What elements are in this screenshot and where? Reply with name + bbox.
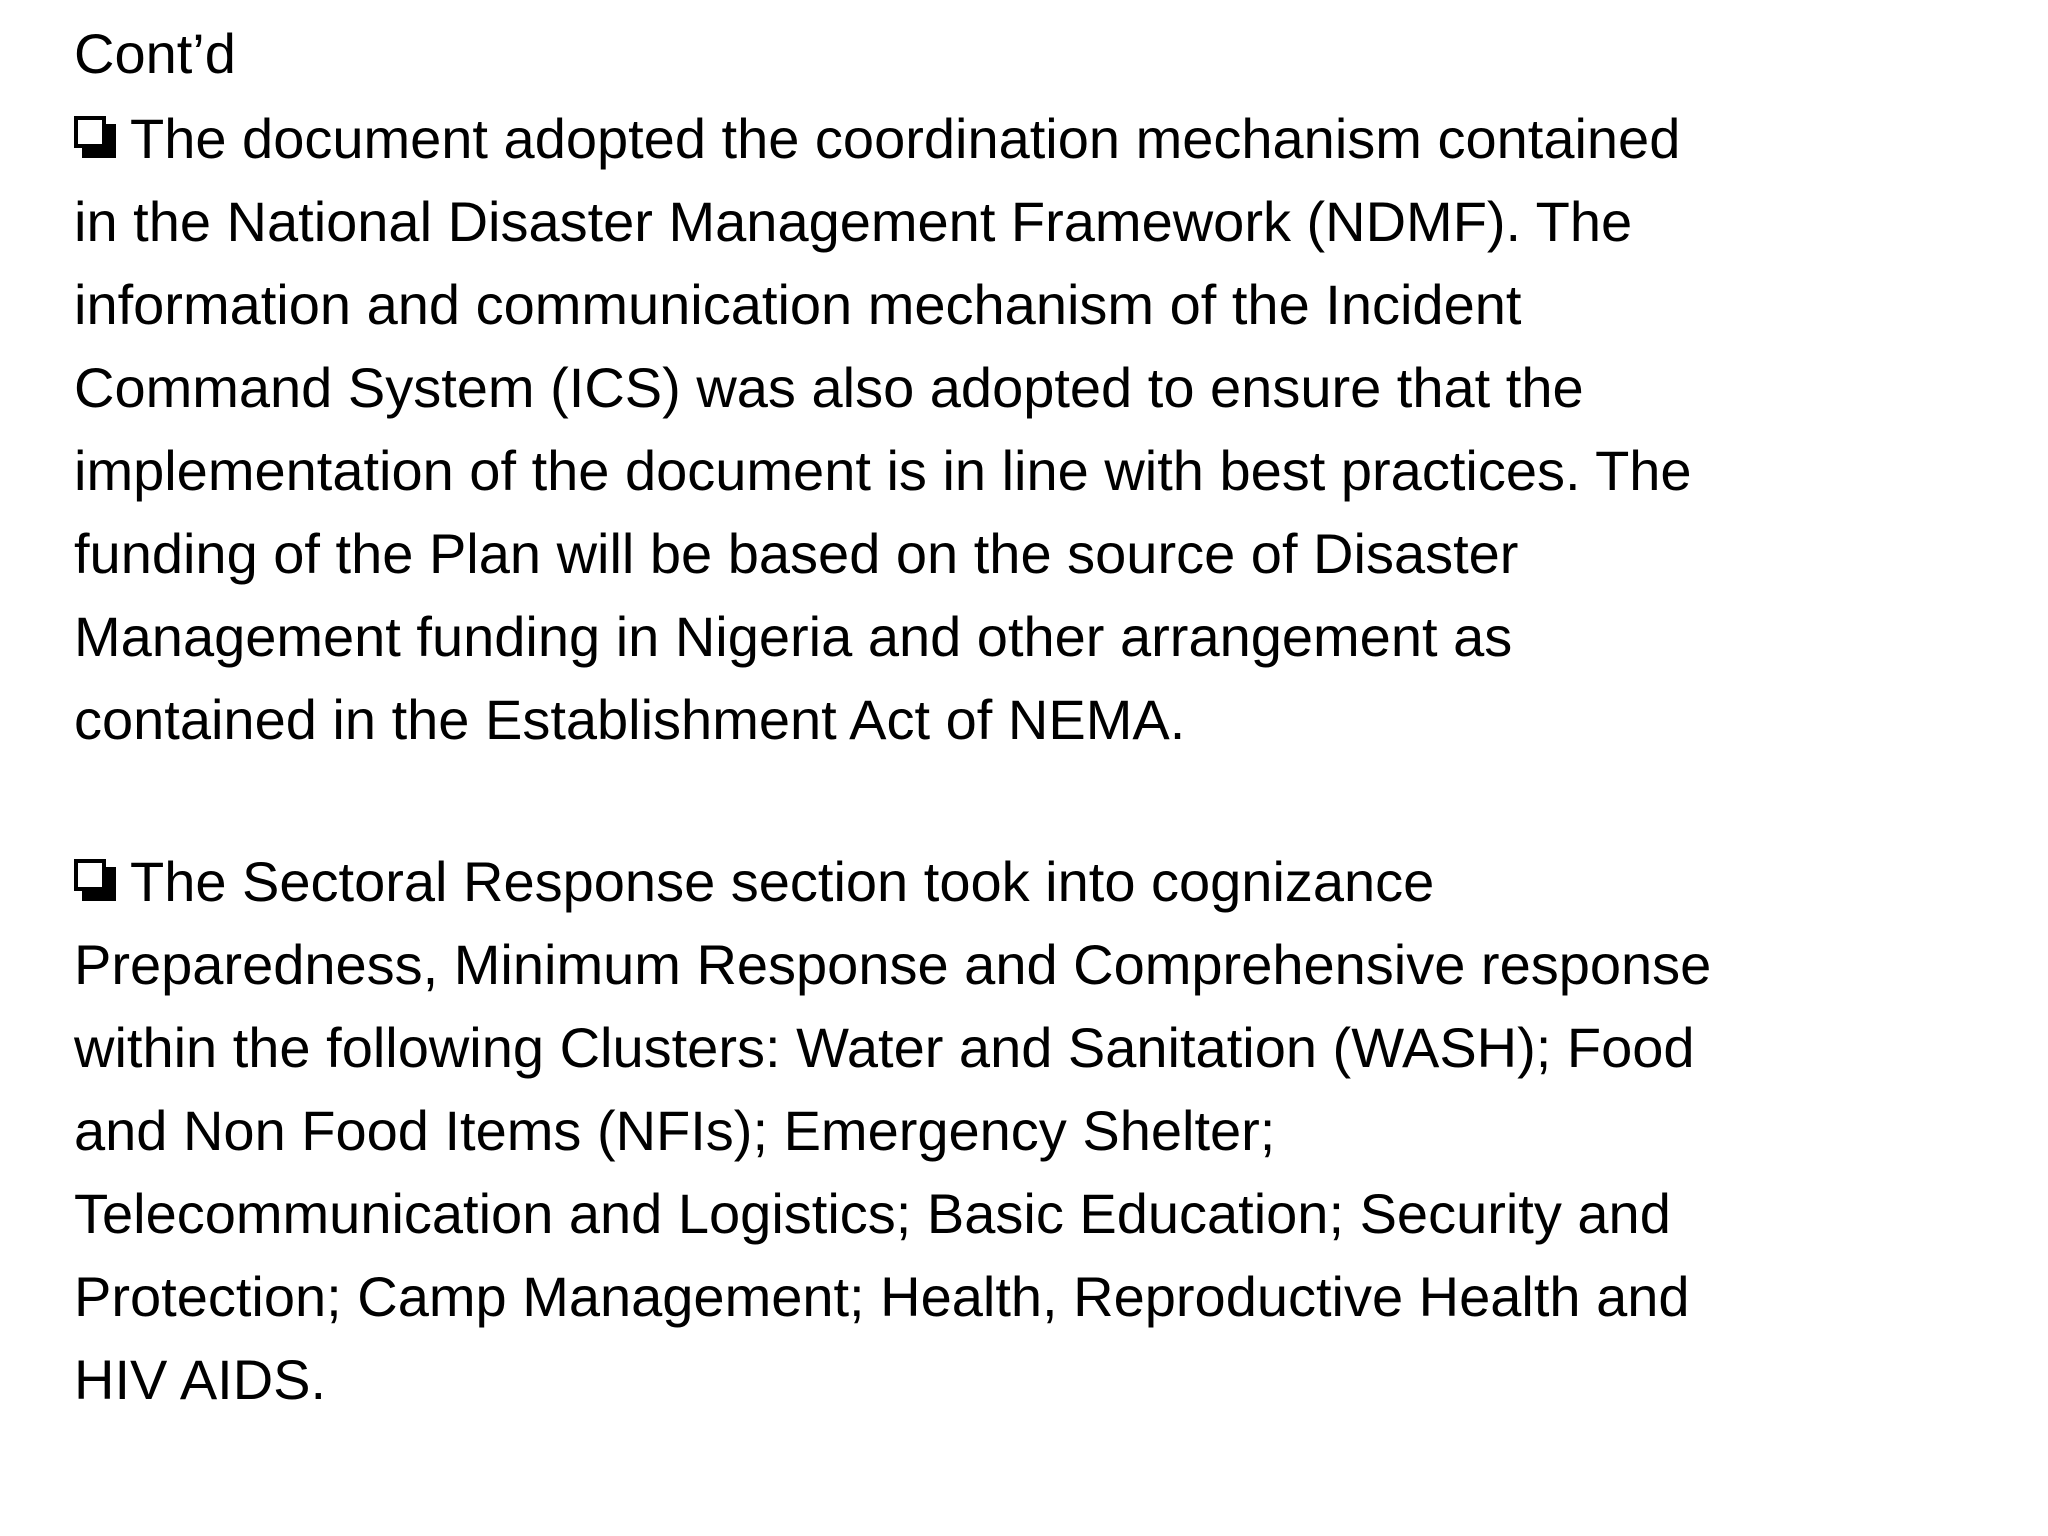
bullet-text: The Sectoral Response section took into cognizance xyxy=(130,850,1435,913)
bullet-line xyxy=(74,97,1974,180)
bullet-line: within the following Clusters: Water and Sanitation (WASH); Food xyxy=(74,1016,1695,1079)
bullet-line: Preparedness, Minimum Response and Comprehensive response xyxy=(74,933,1712,996)
bullet-line: contained in the Establishment Act of NEMA. xyxy=(74,688,1186,751)
bullet-line: Command System (ICS) was also adopted to ensure that the xyxy=(74,356,1584,419)
bullet-paragraph-1 xyxy=(74,97,1974,761)
bullet-line: Telecommunication and Logistics; Basic Education; Security and xyxy=(74,1182,1671,1245)
bullet-paragraph-2 xyxy=(74,840,1974,1421)
bullet-line: Protection; Camp Management; Health, Reproductive Health and xyxy=(74,1265,1690,1328)
hollow-square-bullet-icon xyxy=(74,116,118,160)
bullet-line: implementation of the document is in line with best practices. The xyxy=(74,439,1692,502)
bullet-line: information and communication mechanism of the Incident xyxy=(74,273,1522,336)
bullet-line xyxy=(74,840,1974,923)
hollow-square-bullet-icon xyxy=(74,859,118,903)
bullet-line: funding of the Plan will be based on the source of Disaster xyxy=(74,522,1519,585)
bullet-line: Management funding in Nigeria and other arrangement as xyxy=(74,605,1513,668)
bullet-line: and Non Food Items (NFIs); Emergency Shelter; xyxy=(74,1099,1276,1162)
bullet-text: The document adopted the coordination mechanism contained xyxy=(130,107,1681,170)
slide-title: Cont’d xyxy=(74,22,236,85)
bullet-line: HIV AIDS. xyxy=(74,1348,327,1411)
bullet-line: in the National Disaster Management Framework (NDMF). The xyxy=(74,190,1633,253)
